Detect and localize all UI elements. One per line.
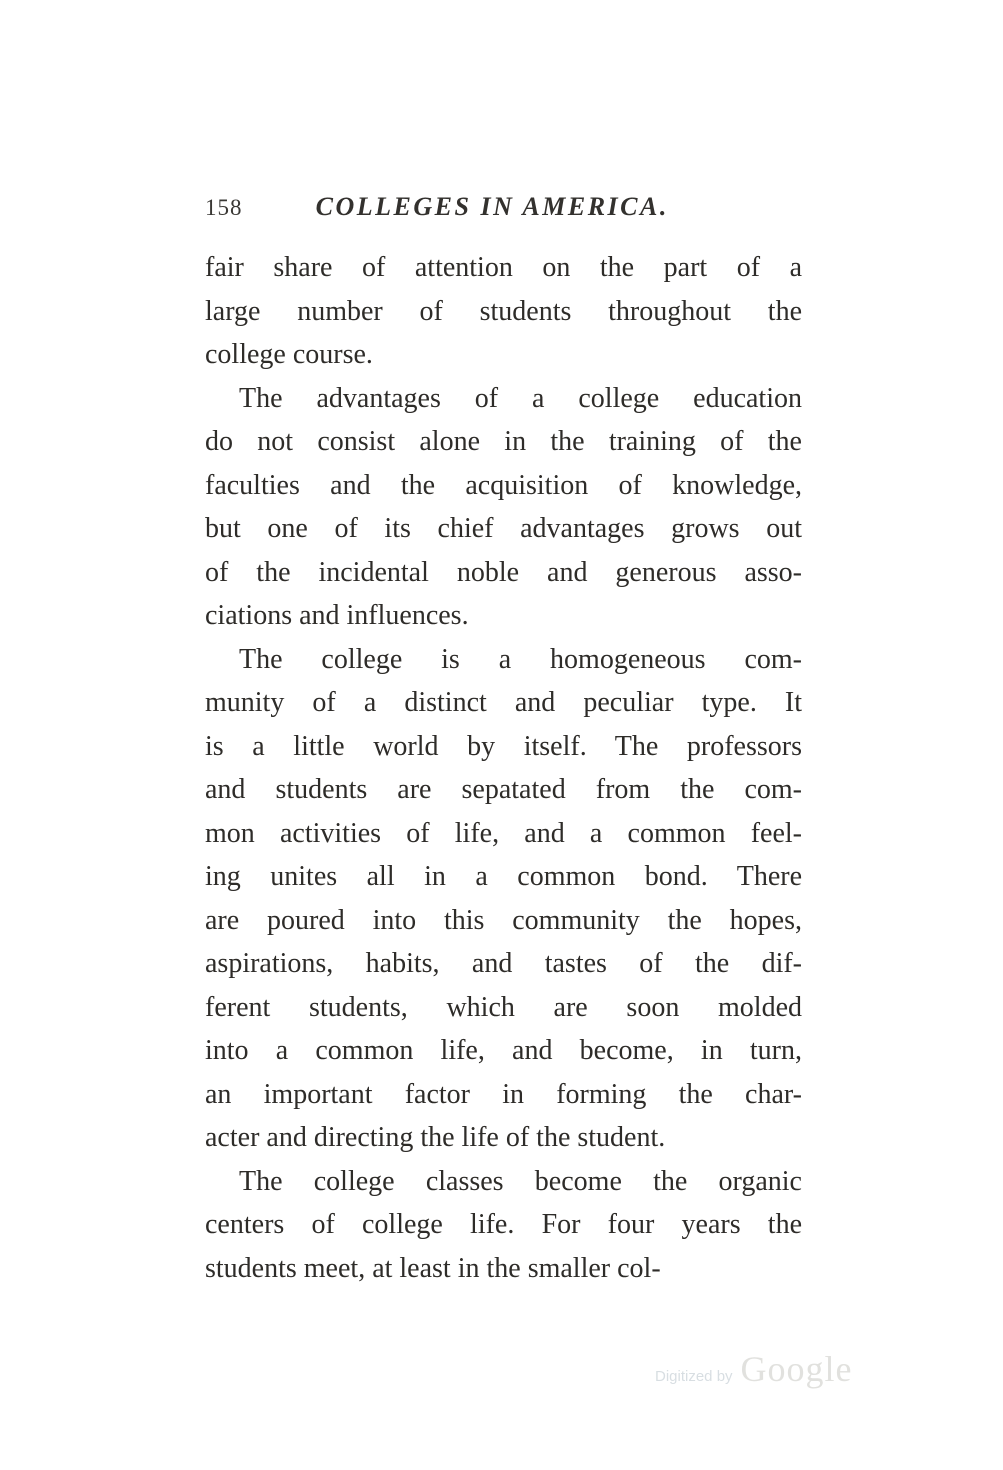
text-line: The college is a homogeneous com-	[239, 643, 802, 675]
text-line: and students are sepatated from the com-	[205, 774, 802, 805]
text-line: faculties and the acquisition of knowledge,	[205, 469, 802, 501]
text-line: but one of its chief advantages grows out	[205, 513, 802, 544]
text-line: is a little world by itself. The professors	[205, 730, 802, 762]
google-logo: Google	[740, 1349, 853, 1389]
text-line: of the incidental noble and generous asso-	[205, 556, 802, 588]
watermark-prefix: Digitized by	[655, 1368, 733, 1385]
text-line: fair share of attention on the part of a	[205, 252, 802, 283]
watermark	[655, 1348, 853, 1390]
text-line: college course.	[205, 339, 373, 370]
text-line: an important factor in forming the char-	[205, 1078, 802, 1110]
text-line: centers of college life. For four years the	[205, 1209, 802, 1240]
text-line: ciations and influences.	[205, 600, 469, 631]
text-line: students meet, at least in the smaller col-	[205, 1252, 661, 1284]
text-line: The advantages of a college education	[239, 382, 802, 414]
text-line: The college classes become the organic	[239, 1165, 802, 1197]
text-line: munity of a distinct and peculiar type. It	[205, 687, 802, 718]
text-line: into a common life, and become, in turn,	[205, 1035, 802, 1066]
text-body	[205, 246, 802, 1290]
page-number: 158	[205, 195, 243, 220]
text-line: ferent students, which are soon molded	[205, 991, 802, 1023]
page-title: COLLEGES IN AMERICA.	[315, 192, 669, 221]
text-line: mon activities of life, and a common feel-	[205, 817, 802, 849]
text-line: aspirations, habits, and tastes of the dif-	[205, 948, 802, 979]
text-line: acter and directing the life of the student.	[205, 1122, 666, 1153]
text-line: large number of students throughout the	[205, 295, 802, 327]
text-line: are poured into this community the hopes,	[205, 904, 802, 936]
running-header	[205, 192, 802, 222]
text-line: do not consist alone in the training of the	[205, 426, 802, 457]
text-line: ing unites all in a common bond. There	[205, 861, 802, 892]
